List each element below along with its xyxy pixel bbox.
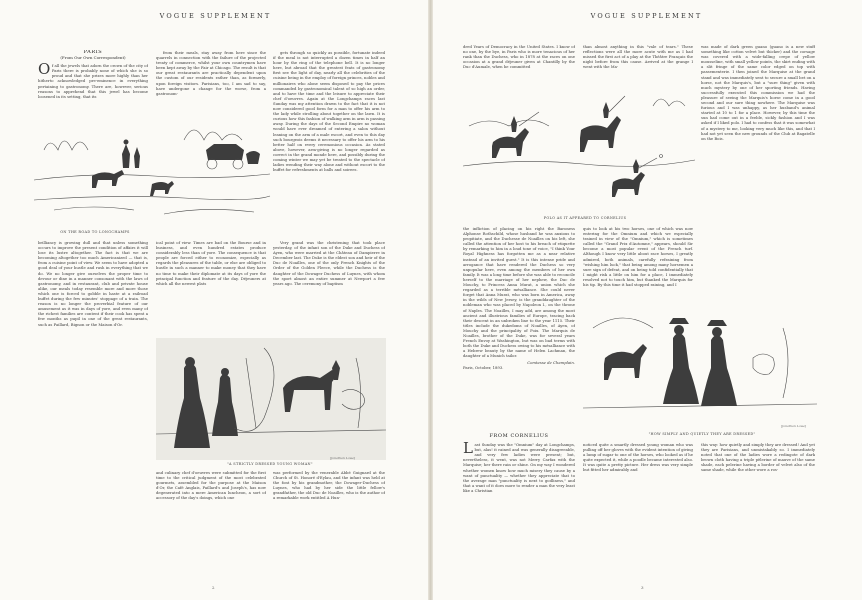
left-col2-top (156, 50, 266, 110)
article-body-text: quis to look at his two horses, one of which was now entering for the Omnium and which we especially trained in view of the "Omnium," which is sometimes called the "Grand Prix d'Automne," appears, should Sir become a most popular event of the French turf. Although I know very little about race horses, I greatly admired, both animals, carefully refraining from "wishing him luck," that being among many horsemen a sure sign of defeat, and on being told confidentially that I might risk a little on him for a place, I immediately resolved not to touch him, but thanked the Marquis for his tip. By this time it had stopped raining, and I (583, 226, 693, 288)
left-col3-bottom (273, 240, 385, 336)
young-woman-illustration (156, 338, 386, 460)
article-body-text: Very grand was the christening that took place yesterday, of the infant son of the Duke and Duchess of Ayen, who were married at the Château of Dampierre in December last. The Duke is the eldest son and heir of the Duc de Noailles, one of the only French Knights of the Order of the Golden Fleece, while the Duchess is the daughter of the Dowager Duchess of Luynes, with whom the sport almost an entire summer at Newport a few years ago. The ceremony of baptism (273, 240, 385, 286)
section-title: FROM CORNELIUS (489, 433, 549, 439)
illus1-caption: ON THE ROAD TO LONGCHAMPS (60, 230, 130, 234)
article-body-text: than almost anything in this "vale of tears." These reflections were all the more acute with me as I had missed the first act of a play at the Théâtre Français the night before from this cause. Arrived at the grange I went with the Ma- (583, 44, 693, 70)
right-col3-bottom (701, 442, 815, 572)
signature: Comtesse de Champlain. (527, 359, 575, 365)
right-col2-top (583, 44, 693, 84)
right-col1-top (463, 44, 575, 84)
article-body-text: gets through so quickly as possible, fortunate indeed if the meal is not interrupted a dozen times in half an hour by the ring of the telephone bell. It is no longer here, but abroad that the greatest feats of gastronomy first see the light of day, nearly all the celebrities of the cuisine being in the employ of foreign princes, nobles and millionaires who alone seem disposed to pay the prices commanded by gastronomical talent of so high an order, and to have the time and the leisure to appreciate their chef d'oeuvres. Again at the Longchamps races last Sunday was my attention drawn to the fact that it is not now considered good form for a man to offer his arm to the lady while strolling about together on the lawn. It is curious how this fashion of walking arm in arm is passing away. During the days of the Second Empire no woman would have ever dreamed of entering a salon without leaning on the arm of a male escort, and even to this day such bourgeois deems it necessary to offer his arm to his better half on every ceremonious occasion. As stated above, however, arm-giving is no longer regarded as correct in the grand monde here, and possibly during the coming winter we may yet be treated to the spectacle of ladies wending their way alone and without escort to the buffet for refreshments at balls and soirees. (273, 50, 385, 173)
article-body-text: Last Sunday was the "Omnium" day at Longchamps, but, alas! it rained and was generally disagreeable, and very few ladies were present; but, nevertheless, it went, was not Merry Carfax with the Marquise; her there rain or shine. On my way I wondered whether women know how much misery they cause by a want of punctuality — whether they appreciate that to the average man "punctuality is next to godliness," and that a want of it does more to render a man the very least like a Christian (463, 439, 575, 493)
simply-dressed-caption: "HOW SIMPLY AND QUIETLY THEY ARE DRESSED" (648, 432, 756, 436)
article-body-text: this way: how quietly and simply they are dressed! And yet they are Parisians, and unmistakably so. I immediately noted that one of the ladies wore a redingote of dark brown cloth having a triple pèlerine of mauve of the same shade, each pelerine having a border of velvet also of the same shade, while the other wore a ros- (701, 442, 815, 473)
article-body-text: dred Years of Democracy in the United States. I know of no one, by the bye, in Paris who is more tenacious of her rank than the Duchess, who in 1878 at the races on one occasion at a grand déjeuner given at Chantilly by the Duc d'Aumale, when he committed (463, 44, 575, 70)
article-title: PARIS (83, 50, 103, 55)
left-col2-lower (156, 470, 266, 570)
article-subtitle: (From Our Own Correspondent) (60, 55, 126, 61)
article-body-text: and culinary chef d'oeuvres were submitted for the first time to the critical judgment of the most celebrated gourmets, assembled for the purpose at the Maison d'Or, the Café Anglais, Paillard's and Joseph's, has now degenerated into a mere American luncheon, a sort of accessory of the day's doings, which one (156, 470, 266, 501)
right-col1-mid (463, 226, 575, 428)
longchamps-road-illustration (34, 110, 270, 228)
article-body-text: ical point of view. Times are bad on the Bourse and in business, and even hundred estates produce considerably less than of yore. The consequence is that people are forced either to economize, especially as regards the pleasures of the table, or else are obliged to hustle in such a manner to make money that they have no time to make their diplomate at its days of yore the principal function and feature of the day. Déjeuners at which all the newest plats (156, 240, 266, 286)
simply-dressed-illustration (583, 298, 817, 430)
article-body-text: Of all the jewels that adorn the crown of the city of Paris there is probably none of which she is so proud and that she prizes more highly than her hitherto acknowledged pre-eminence in everything pertaining to gastronomy. There are, however, serious reasons to apprehend that this jewel has become loosened in its setting, that its (38, 60, 148, 99)
article-body-text: brilliancy is growing dull and that unless something occurs to improve the present condition of affairs it will lose its lustre altogether. The fact is that we are becoming altogether too much Americanized — that is, from a cuisine point of view. We seem to have adopted a good deal of your hustle and rush in everything that we do. We no longer give ourselves the proper time to devour or dine in a manner consonant with the laws of gastronomy, and in restaurant, club and private house alike, our meals today resemble more and more those which one is forced to gobble in haste at a railroad buffet during the few minutes' stoppage of a train. The reason is no longer the proverbial feature of our amusement as it was in days of yore, and even many of the richest families are content if their cook has spent a few months as pupil in one of the great restaurants, such as Paillard, Bignon or the Maison d'Or. (38, 240, 148, 327)
left-col2-bottom (156, 240, 266, 336)
right-col2-bottom (583, 442, 693, 572)
left-col1-bottom (38, 240, 148, 570)
right-col1-bottom (463, 432, 575, 572)
running-head-right: VOGUE SUPPLEMENT (590, 12, 703, 20)
illus2-caption: "A STRICTLY DRESSED YOUNG WOMAN" (227, 462, 313, 466)
article-body-text: was performed by the venerable Abbé Guignard at the Church of St. Honoré d'Eylau, and the infant was held at the font by his grandmother, the Dowager-Duchess of Luynes, who had by her side the little fellow's grandfather, the old Duc de Noailles, who is the author of a remarkable work entitled A Hun- (273, 470, 385, 501)
left-col3-top (273, 50, 385, 222)
dateline: Paris, October, 1893. (463, 365, 504, 371)
article-body-text: from their meals, stay away from here since the quarrels in connection with the failure of the projected treaty of commerce, whilst your own countrymen have been kept away by the Fair at Chicago. The result is that our great restaurants are practically dependent upon the custom of our residents rather than, as formerly, upon foreign visitors. Parisians, too, I am sad to say, have undergone a change for the worse, from a gastronom- (156, 50, 266, 96)
polo-caption: POLO AS IT APPEARED TO CORNELIUS (543, 216, 627, 220)
page-number-left: 2 (212, 585, 215, 590)
running-head-left: VOGUE SUPPLEMENT (159, 12, 272, 20)
right-col3-top (701, 44, 815, 296)
illus2-credit: [Jonathan Lowe] (330, 456, 356, 460)
right-page (431, 0, 862, 600)
article-body-text: was made of dark green guano (guano is a new stuff something like cotton velvet but thicker) and the corsage was covered with a wide-falling crepe of yellow mousseline, with small yellow points, the skirt ending with a slit fringe of the same color edged on top with passementerie. I then joined the Marquise at the grand stand and was immediately sent to secure a small bet on a horse, not the Marquis's, but a "sure thing" given with much mystery by one of her sporting friends. Having successfully executed this commission we had the pleasure of seeing the Marquis's horse come in a good second and our sure thing nowhere. The Marquise was furious and I was unhappy, as her husband's animal started at 10 to 1 for a place. However, by this time the sun had come out in a feeble, sickly fashion and I was asked if I liked polo. I had to confess that it was somewhat of a mystery to me, looking very much like this, and that I had not yet seen the new grounds of the Club at Bagatelle on the Bois. (701, 44, 815, 141)
article-body-text: the infliction of placing on his right the Baroness Alphonse Rothschild, whose husband he was anxious to propitiate, and the Duchesse de Noailles on his left, she called the attention of her host to his breach of etiquette by remarking to him in a loud tone of voice, "I think Your Royal Highness has forgotten me as a near relative instead of an invited guest." It is this intense pride and arrogance that have rendered the Duchess so very unpopular here, even among the members of her own family. It was a long time before she was able to reconcile herself to the marriage of her nephew, the Duc de Mouchy, to Princess Anna Murat, a union which she regarded as a terrible mésalliance. She could never forget that Anna Murat, who was born in America, away in the wilds of New Jersey, is the granddaughter of the nobleman who was placed by Napoleon I., on the throne of Naples. The Noailles, I may add, are among the most ancient and illustrious families of Europe, tracing back their descent in an unbroken line to the year 1115. Their titles include the dukedoms of Noailles, of Ayen, of Mouchy and the principality of Poix. The Marquis de Noailles, brother of the Duke, was for several years French Envoy at Washington, but was on bad terms with both the Duke and Duchess owing to his mésalliance with a Hebrew beauty by the name of Helen Lachman, the daughter of a Munich tailor. (463, 226, 575, 359)
left-col3-lower (273, 470, 385, 570)
page-number-right: 3 (641, 585, 644, 590)
polo-illustration (463, 86, 695, 214)
illus2-credit-right: [Jonathan Lowe] (781, 424, 807, 428)
article-body-text: noticed quite a smartly dressed young woman who was pulling off her gloves with the evident intention of giving a lump of sugar to one of the horses, who looked as if he quite expected it, while a poodle became interested also. It was quite a pretty picture. Her dress was very simple but fitted her admirably and (583, 442, 693, 473)
